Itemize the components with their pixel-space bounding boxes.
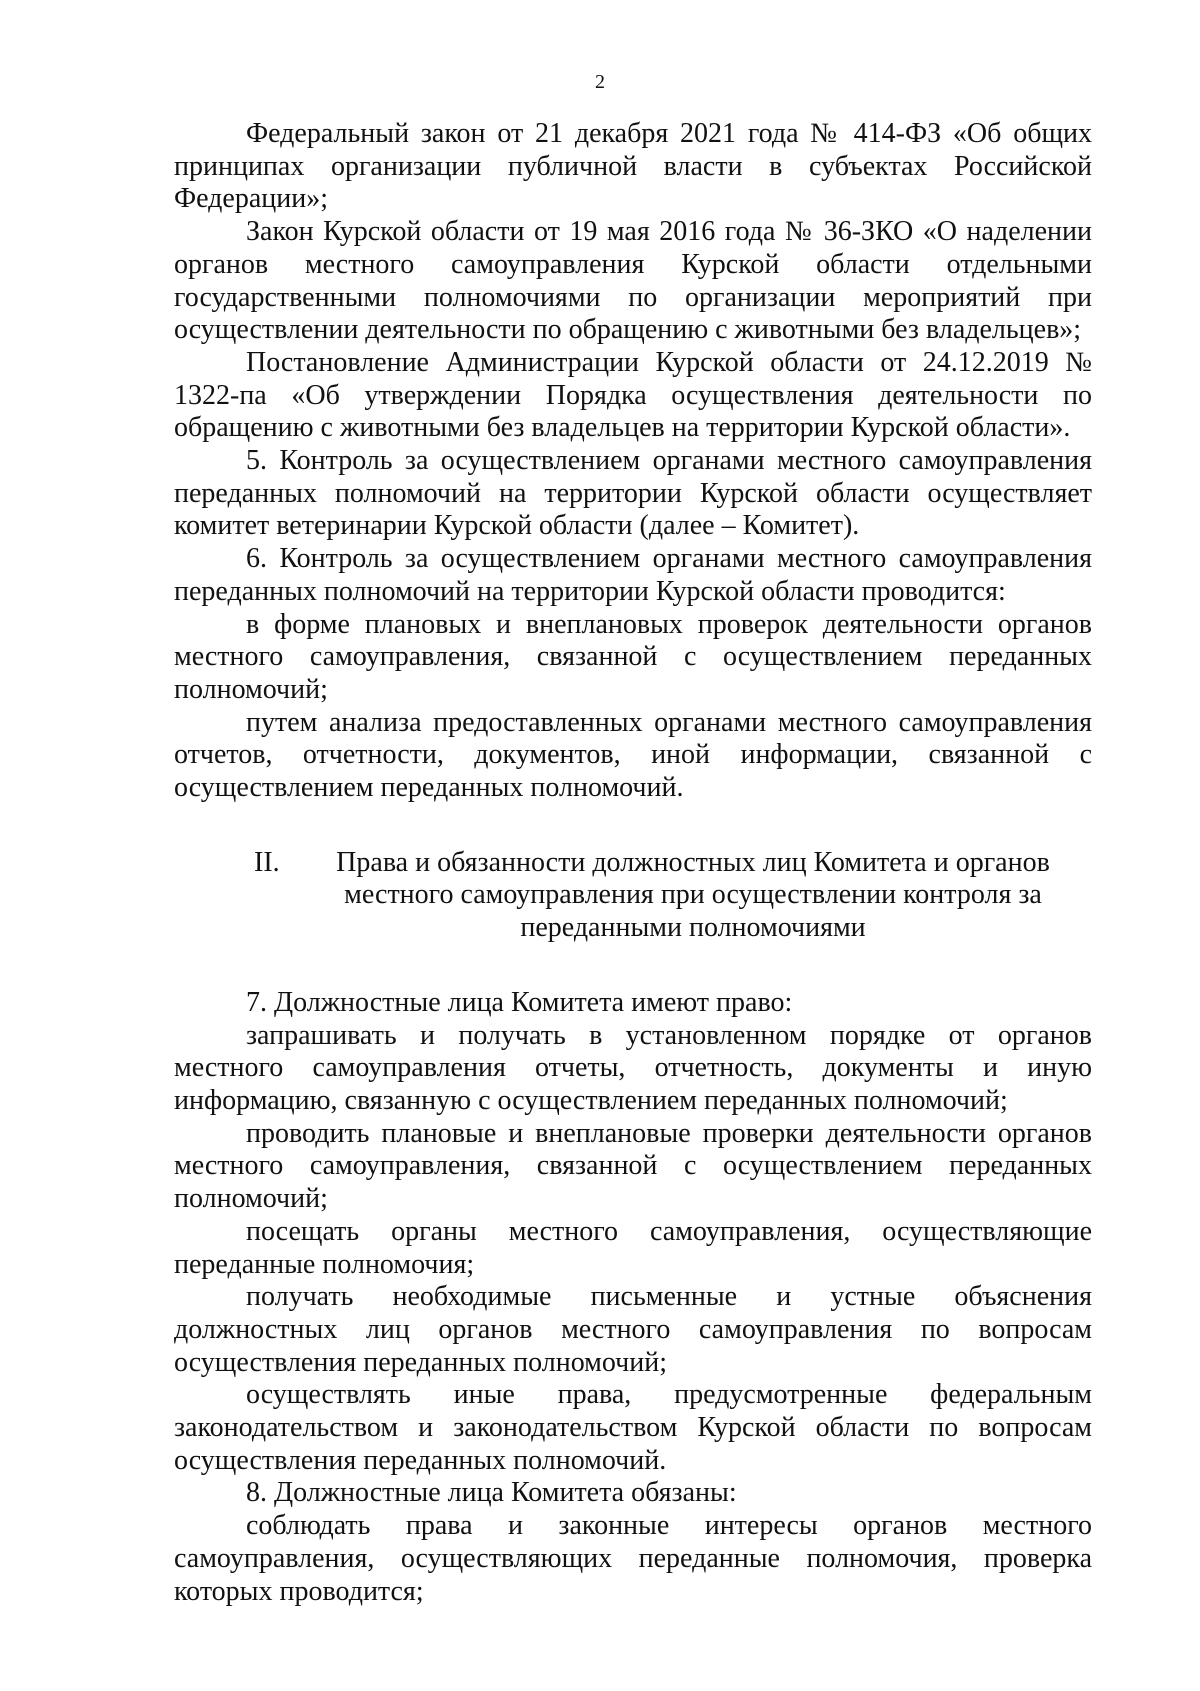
paragraph-right-request: запрашивать и получать в установленном порядке от органов местного самоуправления отчеты, отчетность, документы и иную информацию, связанную с осуществлением переданных полномочий; (174, 1019, 1092, 1116)
section-number: II. (254, 846, 280, 878)
paragraph-kursk-law-36: Закон Курской области от 19 мая 2016 года № 36-ЗКО «О наделении органов местного самоуправления Курской области отдельными государственными полномочиями по организации мероприятий при осуществлении деятельности по обращению с животными без владельцев»; (174, 216, 1092, 346)
section-heading (174, 847, 1092, 945)
paragraph-right-explanations: получать необходимые письменные и устные объяснения должностных лиц органов местного самоуправления по вопросам осуществления переданных полномочий; (174, 1281, 1092, 1378)
section-title: Права и обязанности должностных лиц Комитета и органов местного самоуправления при осуществлении контроля за переданными полномочиями (336, 846, 1050, 944)
paragraph-right-visit: посещать органы местного самоуправления, осуществляющие переданные полномочия; (174, 1215, 1092, 1280)
paragraph-clause-6-inspections: в форме плановых и внеплановых проверок деятельности органов местного самоуправления, связанной с осуществлением переданных полномочий; (174, 608, 1092, 705)
paragraph-clause-5: 5. Контроль за осуществлением органами местного самоуправления переданных полномочий на территории Курской области осуществляет комитет ветеринарии Курской области (далее – Комитет). (174, 445, 1092, 542)
paragraph-clause-8: 8. Должностные лица Комитета обязаны: (246, 1477, 737, 1509)
paragraph-right-other: осуществлять иные права, предусмотренные федеральным законодательством и законодательством Курской области по вопросам осуществления переданных полномочий. (174, 1379, 1092, 1476)
page-number: 2 (595, 71, 605, 93)
paragraph-resolution-1322: Постановление Администрации Курской области от 24.12.2019 № 1322-па «Об утверждении Порядка осуществления деятельности по обращению с животными без владельцев на территории Курской области». (174, 346, 1092, 444)
paragraph-federal-law-414: Федеральный закон от 21 декабря 2021 года № 414-ФЗ «Об общих принципах организации публичной власти в субъектах Российской Федерации»; (174, 118, 1092, 215)
paragraph-clause-6-analysis: путем анализа предоставленных органами местного самоуправления отчетов, отчетности, документов, иной информации, связанной с осуществлением переданных полномочий. (174, 706, 1092, 804)
paragraph-right-inspect: проводить плановые и внеплановые проверки деятельности органов местного самоуправления, связанной с осуществлением переданных полномочий; (174, 1117, 1092, 1215)
paragraph-clause-6: 6. Контроль за осуществлением органами местного самоуправления переданных полномочий на территории Курской области проводится: (174, 543, 1092, 607)
paragraph-clause-7: 7. Должностные лица Комитета имеют право: (246, 986, 793, 1018)
paragraph-duty-respect-rights: соблюдать права и законные интересы органов местного самоуправления, осуществляющих переданные полномочия, проверка которых проводится; (174, 1510, 1092, 1607)
document-body (174, 118, 1092, 1608)
